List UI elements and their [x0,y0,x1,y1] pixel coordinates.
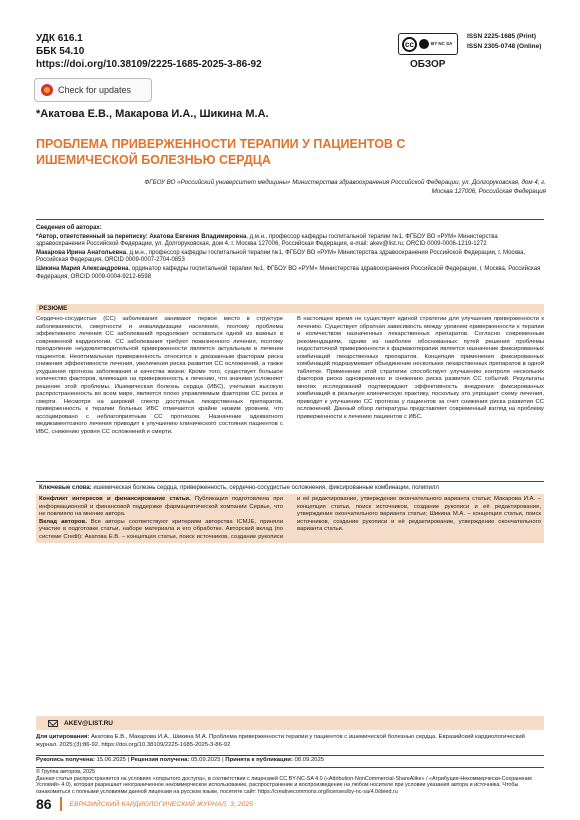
issn-print: ISSN 2225-1685 (Print) [467,33,537,40]
summary-heading-bar [36,304,544,313]
keywords: Ключевые слова: ишемическая болезнь сердца, приверженность, сердечно-сосудистые осложнения, фиксированные комбинации, полипилл [39,485,439,491]
by-icon [419,39,429,49]
envelope-icon [48,720,58,727]
cc-icon: cc [402,37,417,52]
divider [36,219,544,220]
license-tags: BY NC SA [431,41,453,46]
citation: Для цитирования: Акатова Е.В., Макарова И.А., Шикина М.А. Проблема приверженности терапии у пациентов с ишемической болезнью сердца. Евразийский кардиологический журнал. 2025;(3):86-92. https://doi.org/10.38109/2225-1685-2025-3-86-92 [36,734,525,748]
author-2-info: Макарова Ирина Анатольевна, д.м.н., профессор кафедры госпитальной терапии №1, ФГБОУ ВО «РУМ» Министерства здравоохранения Российской Федерации, г. Москва, Российская Федерация, ORCID 0009-0007-2704-0853 [36,249,526,264]
affiliation: ФГБОУ ВО «Российский университет медицины» Министерства здравоохранения Российской Федерации, ул. Долгоруковская, дом 4, г. Москва 127006, Российская Федерация [144,179,546,195]
page-number: 86 [36,796,52,812]
divider [36,755,544,756]
footer-divider [60,797,62,811]
check-for-updates-label: Check for updates [58,85,132,95]
issn-online: ISSN 2305-0748 (Online) [467,43,542,50]
article-identifiers [36,32,262,71]
udk-code: УДК 616.1 [36,33,83,44]
conflict-text: Конфликт интересов и финансирование статьи. Публикация подготовлена при информационной и финансовой поддержке фармацевтической компании Сервье, что не повлияло на мнение автора. Вклад авторов. Все авторы соответствуют критериям авторства ICMJE, приняли участие в подготовке статьи, наборе материала и его обработке. Авторский вклад (по системе Credit): Акатова Е.В. – концепция статьи, поиск источников, создание рукописи и её редактирование, утверждение окончательного варианта статьи; Макарова И.А. – концепция статьи, поиск источников, создание рукописи и её редактирование, утверждение окончательного варианта статьи; Шикина М.А. – концепция статьи, поиск источников, создание рукописи и её редактирование, утверждение окончательного варианта статьи. [39,496,541,540]
email-link[interactable]: AKEV@LIST.RU [64,719,113,727]
issn-block [467,32,541,52]
conflict-section [36,494,544,543]
summary-right-column: В настоящее время не существует единой стратегии для улучшения приверженности к лечению. Существует обратная зависимость между уровнем приверженности к терапии и количеством назначенных лекарственных препаратов. Согласно современным рекомендациям, одним из наиболее обоснованных путей решения проблемы недостаточной приверженности к фармакотерапии является назначение фиксированных комбинаций лекарственных препаратов. Концепция применения фиксированных комбинаций подразумевает объединение нескольких лекарственных препаратов в одной таблетке. Применение этой стратегии способствует улучшению контроля нескольких факторов риска одновременно и снижению риска развития СС событий. Результаты многих исследований подтверждают эффективность внедрения фиксированных комбинаций в реальную клиническую практику, поскольку это упрощает схему лечения, приводит к улучшению СС прогноза у пациентов за счет снижения риска развития СС осложнений. Данный обзор литературы представляет современный взгляд на проблему приверженности к лечению пациентов с ИБС. [297,316,544,420]
article-title: ПРОБЛЕМА ПРИВЕРЖЕННОСТИ ТЕРАПИИ У ПАЦИЕНТОВ С ИШЕМИЧЕСКОЙ БОЛЕЗНЬЮ СЕРДЦА [36,137,406,167]
email-bar [36,716,544,730]
license-text: Данная статья распространяется на условиях «открытого доступа», в соответствии с лицензией CC BY-NC-SA 4.0 («Attribution-NonCommercial-ShareAlike» / «Атрибуция-Некоммерчески-Сохранение Условий» 4.0), которая разрешает неограниченное некоммерческое использование, распространение и воспроизведение на любом носителе при условии указания автора и источника. Чтобы ознакомиться с полными условиями данной лицензии на русском языке, посетите сайт: https://creativecommons.org/licenses/by-nc-sa/4.0/deed.ru [36,775,533,795]
page-footer [36,796,544,812]
about-authors-heading: Сведения об авторах: [36,225,102,231]
doi-link[interactable]: https://doi.org/10.38109/2225-1685-2025-3-86-92 [36,59,262,70]
summary-heading: РЕЗЮМЕ [39,305,68,312]
license-notice [36,769,544,795]
author-3-info: Шикина Мария Александровна, ординатор кафедры госпитальной терапии №1, ФГБОУ ВО «РУМ» Министерства здравоохранения Российской Федерации, г. Москва, Российская Федерация, ORCID 0009-0004-9212-6598 [36,265,541,280]
copyright: © Группа авторов, 2025 [36,769,96,775]
authors-line: *Акатова Е.В., Макарова И.А., Шикина М.А. [36,108,269,120]
divider [36,481,544,482]
journal-name: ЕВРАЗИЙСКИЙ КАРДИОЛОГИЧЕСКИЙ ЖУРНАЛ, 3, 2025 [69,800,254,808]
divider [36,767,544,768]
bbk-code: ББК 54.10 [36,46,85,57]
check-for-updates-button[interactable] [34,78,152,102]
crossmark-icon [41,84,53,96]
about-authors [36,225,544,282]
author-1-info: *Автор, ответственный за переписку: Акатова Евгения Владимировна, д.м.н., профессор кафедры госпитальной терапии №1, ФГБОУ ВО «РУМ» Министерства здравоохранения Российской Федерации, ул. Долгоруковская, дом 4, г. Москва 127006, Российская Федерация, e-mail: akev@list.ru, ORCID 0009-0006-1219-1272 [36,233,498,248]
cc-license-badge[interactable] [398,33,458,55]
manuscript-dates: Рукопись получена: 15.06.2025 | Рецензия получена: 05.09.2025 | Принята к публикации: 08.09.2025 [36,757,324,763]
summary-left-column: Сердечно-сосудистые (СС) заболевания занимают первое место в структуре заболеваемости, смертности и инвалидизации населения, поэтому проблема эффективного лечения СС заболеваний продолжает оставаться одной из важных в современной кардиологии. СС заболевания требуют пожизненного лечения, поэтому преодоление неудовлетворительной приверженности является актуальным в лечении пациентов. Неоптимальная приверженность относится к доказанным факторам риска снижения эффективности лечения, увеличения риска развития СС осложнений, а также ухудшения прогноза заболевания и качества жизни. Кроме того, существует большое количество факторов, влияющих на приверженность к лечению, что значимо усложняет решение этой проблемы. Ишемическая болезнь сердца (ИБС), учитывая высокую распространенность во всем мире, является плохо управляемым фактором СС риска и смерти. Несмотря на широкий спектр доступных лекарственных препаратов, приверженность к терапии больных ИБС отмечается крайне низким уровнем, что ассоциировано с неблагоприятным СС прогнозом. Назначение адекватного медикаментозного лечения приводит к улучшению клинического состояния пациентов с ИБС, снижению уровня СС осложнений и смерти. [36,316,283,435]
article-type: ОБЗОР [410,59,446,70]
